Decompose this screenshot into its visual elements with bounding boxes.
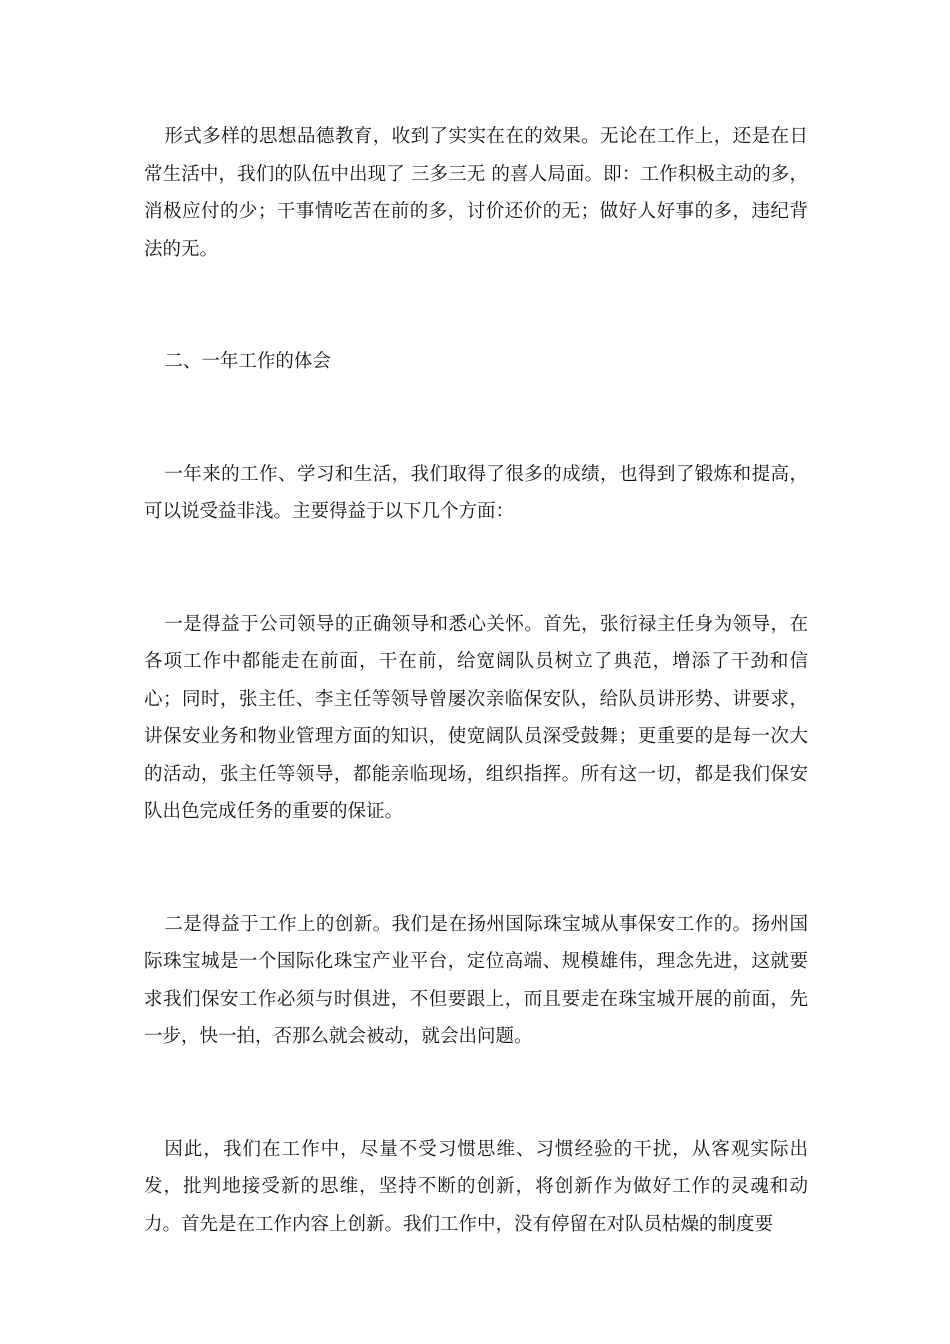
paragraph-gap bbox=[144, 268, 808, 343]
paragraph-education-effects: 形式多样的思想品德教育，收到了实实在在的效果。无论在工作上，还是在日常生活中，我们的队伍中出现了 三多三无 的喜人局面。即：工作积极主动的多，消极应付的少；干事情吃苦在前的多，讨价还价的无；做好人好事的多，违纪背法的无。 bbox=[144, 126, 808, 260]
paragraph-gap bbox=[144, 831, 808, 906]
paragraph-innovation: 二是得益于工作上的创新。我们是在扬州国际珠宝城从事保安工作的。扬州国际珠宝城是一个国际化珠宝产业平台，定位高端、规模雄伟，理念先进，这就要求我们保安工作必须与时俱进，不但要跟上，而且要走在珠宝城开展的前面，先一步，快一拍，否那么就会被动，就会出问题。 bbox=[144, 913, 808, 1047]
paragraph-leadership: 一是得益于公司领导的正确领导和悉心关怀。首先，张衍禄主任身为领导，在各项工作中都能走在前面，干在前，给宽阔队员树立了典范，增添了干劲和信心；同时，张主任、李主任等领导曾屡次亲临保安队，给队员讲形势、讲要求，讲保安业务和物业管理方面的知识，使宽阔队员深受鼓舞；更重要的是每一次大的活动，张主任等领导，都能亲临现场，组织指挥。所有这一切，都是我们保安队出色完成任务的重要的保证。 bbox=[144, 613, 808, 822]
paragraph-gap bbox=[144, 531, 808, 606]
paragraph-therefore: 因此，我们在工作中，尽量不受习惯思维、习惯经验的干扰，从客观实际出发，批判地接受新的思维，坚持不断的创新，将创新作为做好工作的灵魂和动力。首先是在工作内容上创新。我们工作中，没有停留在对队员枯燥的制度要 bbox=[144, 1138, 808, 1235]
document-body bbox=[144, 118, 808, 1243]
paragraph-year-summary: 一年来的工作、学习和生活，我们取得了很多的成绩，也得到了锻炼和提高，可以说受益非浅。主要得益于以下几个方面： bbox=[144, 463, 808, 522]
section-heading-experience: 二、一年工作的体会 bbox=[164, 351, 331, 372]
paragraph-gap bbox=[144, 1056, 808, 1131]
paragraph-gap bbox=[144, 381, 808, 456]
